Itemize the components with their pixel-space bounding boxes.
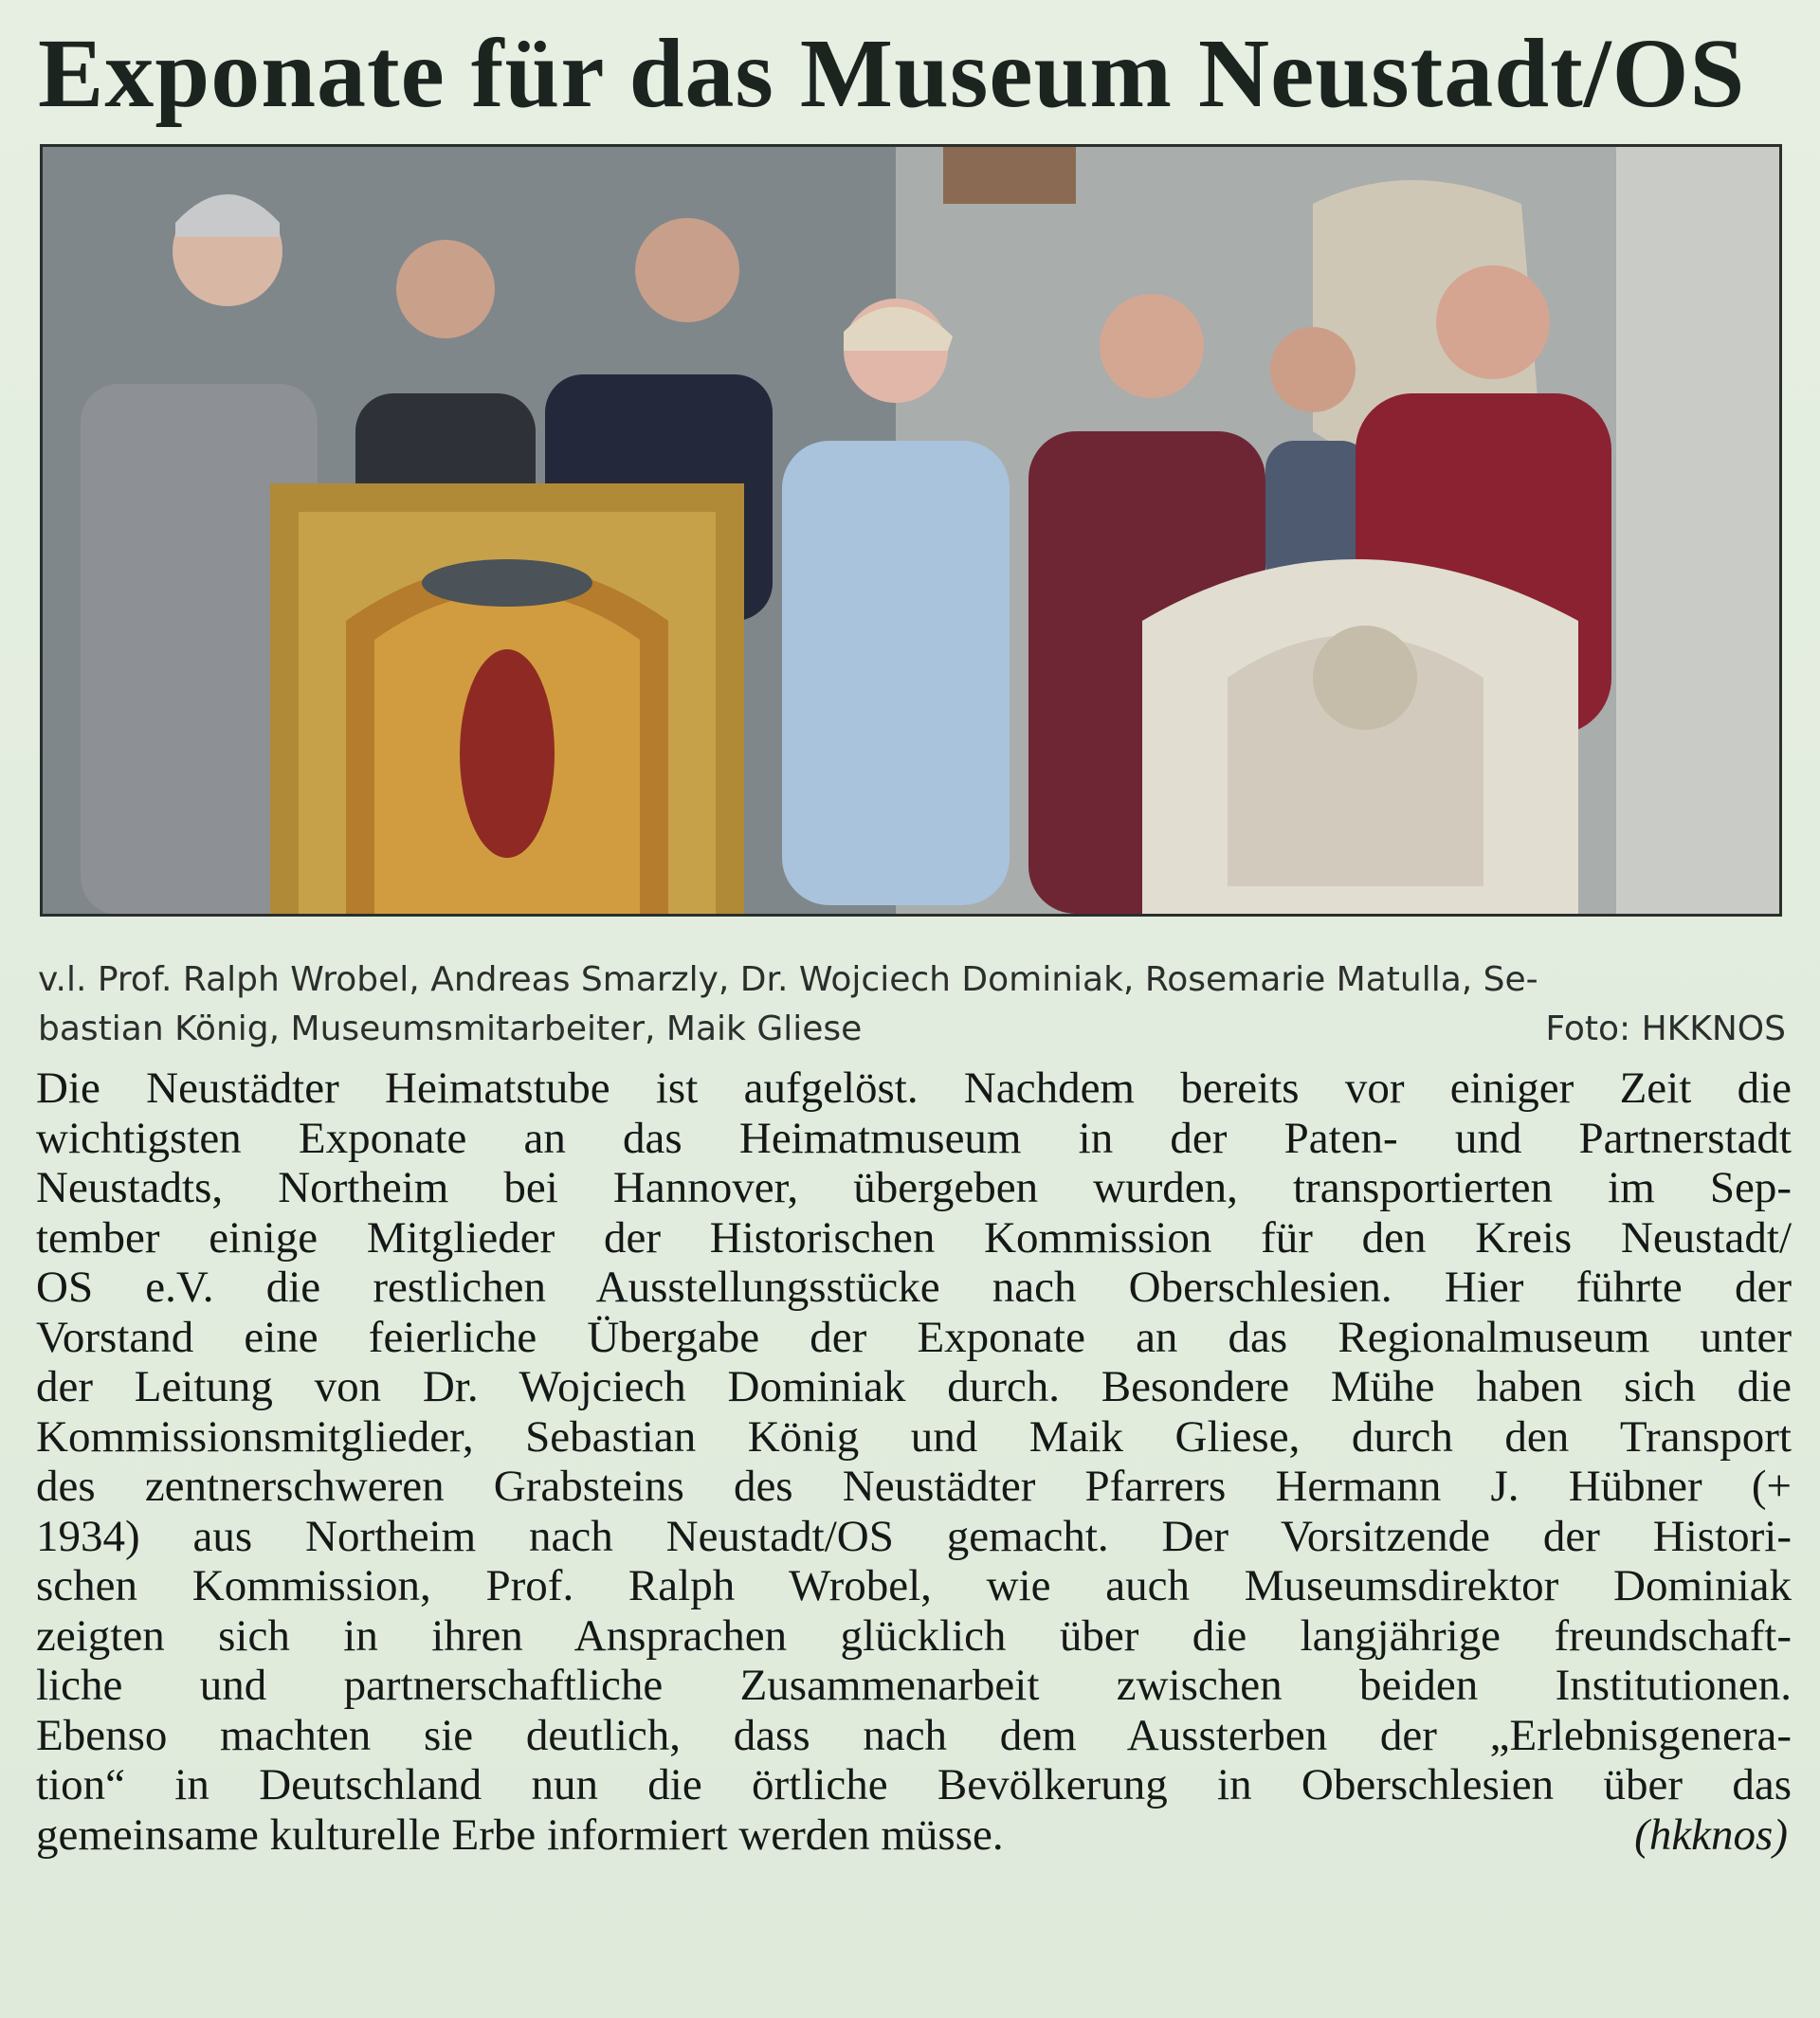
photo-caption-names: bastian König, Museumsmitarbeiter, Maik Gliese <box>38 1009 863 1048</box>
photo-credit: Foto: HKKNOS <box>1545 1009 1786 1048</box>
article-photo <box>40 144 1782 917</box>
article-body <box>36 1064 1792 1860</box>
body-line: Ebenso machten sie deutlich, dass nach dem Aussterben der „Erlebnisgenera- <box>36 1710 1792 1760</box>
body-line: tember einige Mitglieder der Historischen Kommission für den Kreis Neustadt/ <box>36 1212 1792 1263</box>
body-line: gemeinsame kulturelle Erbe informiert werden müsse. <box>36 1809 1004 1860</box>
body-line: Vorstand eine feierliche Übergabe der Exponate an das Regionalmuseum unter <box>36 1312 1792 1362</box>
body-line: der Leitung von Dr. Wojciech Dominiak durch. Besondere Mühe haben sich die <box>36 1362 1792 1411</box>
body-line: Die Neustädter Heimatstube ist aufgelöst. Nachdem bereits vor einiger Zeit die <box>36 1064 1792 1113</box>
body-line: wichtigsten Exponate an das Heimatmuseum in der Paten- und Partnerstadt <box>36 1113 1792 1163</box>
body-last-line <box>36 1810 1792 1861</box>
body-line: OS e.V. die restlichen Ausstellungsstücke nach Oberschlesien. Hier führte der <box>36 1263 1792 1312</box>
photo-caption-line-1: v.l. Prof. Ralph Wrobel, Andreas Smarzly, Dr. Wojciech Dominiak, Rosemarie Matulla, Se- <box>38 960 1538 999</box>
body-line: tion“ in Deutschland nun die örtliche Bevölkerung in Oberschlesien über das <box>36 1760 1792 1809</box>
author-signature: (hkknos) <box>1634 1809 1788 1860</box>
photo-caption-line-2 <box>38 1005 1790 1054</box>
body-line: Kommissionsmitglieder, Sebastian König und Maik Gliese, durch den Transport <box>36 1411 1792 1462</box>
article-headline: Exponate für das Museum Neustadt/OS <box>38 19 1746 128</box>
group-photo-illustration <box>43 147 1779 914</box>
body-line: zeigten sich in ihren Ansprachen glücklich über die langjährige freundschaft- <box>36 1610 1792 1661</box>
body-line: Neustadts, Northeim bei Hannover, übergeben wurden, transportierten im Sep- <box>36 1163 1792 1212</box>
body-line: liche und partnerschaftliche Zusammenarbeit zwischen beiden Institutionen. <box>36 1661 1792 1710</box>
body-line: 1934) aus Northeim nach Neustadt/OS gemacht. Der Vorsitzende der Histori- <box>36 1511 1792 1561</box>
body-line: des zentnerschweren Grabsteins des Neustädter Pfarrers Hermann J. Hübner (+ <box>36 1462 1792 1511</box>
body-line: schen Kommission, Prof. Ralph Wrobel, wie auch Museumsdirektor Dominiak <box>36 1561 1792 1610</box>
